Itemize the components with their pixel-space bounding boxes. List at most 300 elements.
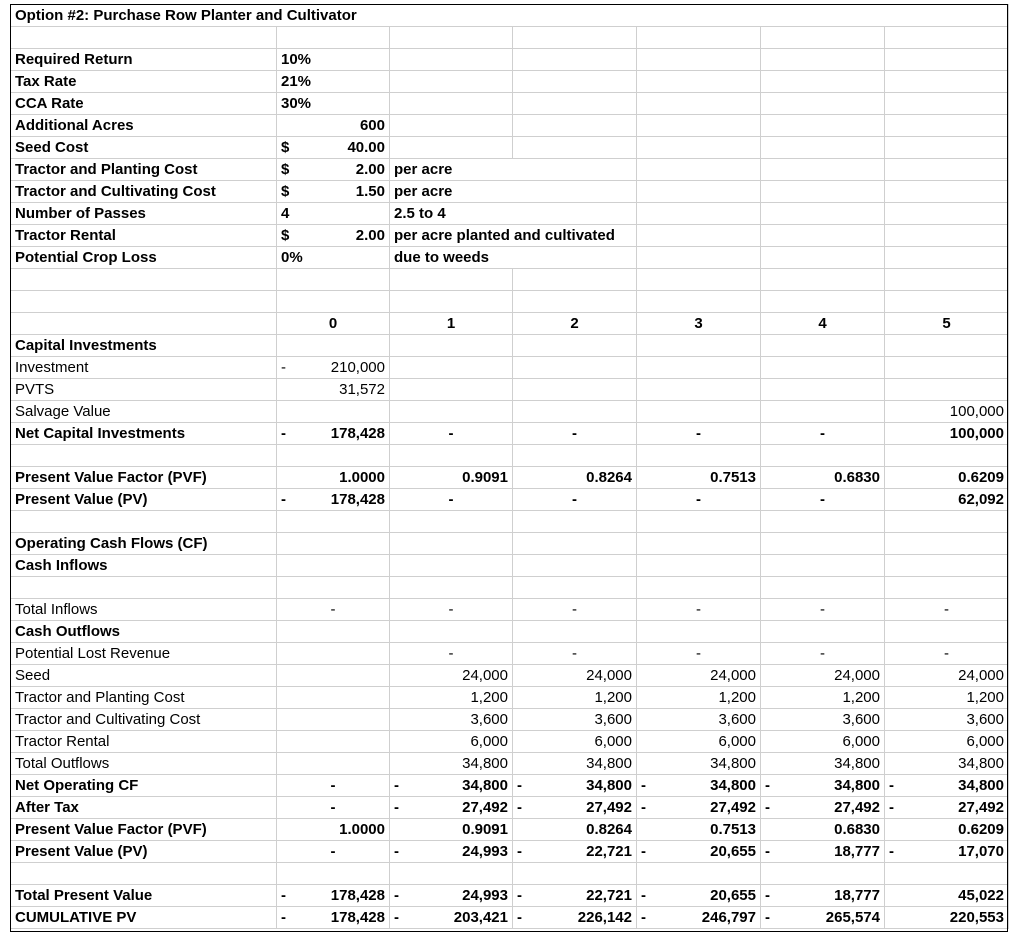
row-label: Cash Outflows [11, 621, 277, 643]
table-row [11, 379, 1009, 401]
cell-value: 246,797 [701, 909, 756, 926]
value-cell: - [637, 489, 761, 511]
negative-sign: - [394, 909, 399, 926]
row-label: Cash Inflows [11, 555, 277, 577]
cell-value: 27,492 [958, 799, 1004, 816]
empty-cell [277, 665, 390, 687]
empty-cell [277, 291, 390, 313]
negative-sign: - [889, 799, 894, 816]
empty-cell [277, 687, 390, 709]
empty-cell [390, 445, 513, 467]
negative-sign: - [765, 777, 770, 794]
row-label [11, 511, 277, 533]
value-cell [761, 775, 885, 797]
value-cell [277, 357, 390, 379]
empty-cell [885, 577, 1009, 599]
empty-cell [637, 445, 761, 467]
cell-value: 226,142 [577, 909, 632, 926]
negative-sign: - [641, 777, 646, 794]
empty-cell [277, 731, 390, 753]
empty-cell [277, 555, 390, 577]
value-cell [637, 775, 761, 797]
empty-cell [761, 555, 885, 577]
table-row [11, 401, 1009, 423]
empty-cell [390, 379, 513, 401]
table-row [11, 335, 1009, 357]
cell-value: 27,492 [710, 799, 756, 816]
empty-cell [637, 49, 761, 71]
table-row [11, 511, 1009, 533]
empty-cell [277, 445, 390, 467]
empty-cell [277, 335, 390, 357]
empty-cell [513, 533, 637, 555]
empty-cell [513, 401, 637, 423]
value-cell: 1,200 [885, 687, 1009, 709]
param-amount: 2.00 [355, 161, 385, 178]
cell-value: 24,993 [462, 887, 508, 904]
param-label: Required Return [11, 49, 277, 71]
param-amount: 2.00 [355, 227, 385, 244]
negative-sign: - [641, 799, 646, 816]
empty-cell [277, 511, 390, 533]
row-label: Total Outflows [11, 753, 277, 775]
cell-value: 27,492 [462, 799, 508, 816]
empty-cell [885, 357, 1009, 379]
empty-cell [390, 291, 513, 313]
empty-cell [761, 621, 885, 643]
empty-cell [513, 445, 637, 467]
negative-sign: - [889, 777, 894, 794]
row-label [11, 445, 277, 467]
row-label: Present Value (PV) [11, 841, 277, 863]
value-cell: 3,600 [390, 709, 513, 731]
value-cell: - [390, 643, 513, 665]
negative-sign: - [394, 777, 399, 794]
empty-cell [11, 27, 277, 49]
currency-symbol: $ [281, 161, 290, 178]
empty-cell [885, 49, 1009, 71]
value-cell: 0.8264 [513, 467, 637, 489]
table-row [11, 71, 1009, 93]
empty-cell [513, 93, 637, 115]
year-header: 5 [885, 313, 1009, 335]
empty-cell [761, 577, 885, 599]
value-cell: 34,800 [885, 753, 1009, 775]
row-label: Present Value Factor (PVF) [11, 467, 277, 489]
empty-cell [513, 577, 637, 599]
param-label: Tractor and Planting Cost [11, 159, 277, 181]
empty-cell [637, 291, 761, 313]
cell-value: 210,000 [330, 359, 385, 376]
empty-cell [277, 27, 390, 49]
cell-value: 178,428 [330, 425, 385, 442]
empty-cell [637, 93, 761, 115]
value-cell [513, 841, 637, 863]
value-cell: 34,800 [761, 753, 885, 775]
empty-cell [277, 577, 390, 599]
value-cell: 0.6209 [885, 819, 1009, 841]
empty-cell [761, 203, 885, 225]
value-cell: 0.8264 [513, 819, 637, 841]
negative-sign: - [517, 843, 522, 860]
empty-cell [637, 181, 761, 203]
empty-cell [513, 357, 637, 379]
param-note: per acre [390, 181, 637, 203]
row-label: CUMULATIVE PV [11, 907, 277, 929]
empty-cell [761, 27, 885, 49]
value-cell: 1,200 [513, 687, 637, 709]
value-cell: 100,000 [885, 423, 1009, 445]
value-cell: 3,600 [513, 709, 637, 731]
empty-cell [761, 159, 885, 181]
table-row [11, 159, 1009, 181]
value-cell: 62,092 [885, 489, 1009, 511]
empty-cell [885, 203, 1009, 225]
empty-cell [761, 357, 885, 379]
empty-cell [390, 93, 513, 115]
value-cell: 34,800 [390, 753, 513, 775]
table-row [11, 423, 1009, 445]
negative-sign: - [281, 491, 286, 508]
value-cell [277, 885, 390, 907]
empty-cell [637, 115, 761, 137]
empty-cell [761, 93, 885, 115]
value-cell: 31,572 [277, 379, 390, 401]
table-row [11, 533, 1009, 555]
empty-cell [513, 555, 637, 577]
empty-cell [277, 709, 390, 731]
table-row [11, 577, 1009, 599]
empty-cell [637, 533, 761, 555]
empty-cell [885, 291, 1009, 313]
empty-cell [761, 533, 885, 555]
value-cell: - [761, 423, 885, 445]
empty-cell [390, 357, 513, 379]
empty-cell [761, 49, 885, 71]
value-cell: 24,000 [390, 665, 513, 687]
table-row [11, 709, 1009, 731]
row-label: Investment [11, 357, 277, 379]
param-amount: 1.50 [355, 183, 385, 200]
empty-cell [637, 71, 761, 93]
empty-cell [885, 533, 1009, 555]
value-cell: 24,000 [761, 665, 885, 687]
param-value: 30% [277, 93, 390, 115]
value-cell [513, 907, 637, 929]
empty-cell [637, 27, 761, 49]
value-cell: 3,600 [885, 709, 1009, 731]
table-row [11, 753, 1009, 775]
row-label: Tractor Rental [11, 731, 277, 753]
value-cell: - [390, 423, 513, 445]
empty-cell [761, 115, 885, 137]
value-cell [513, 775, 637, 797]
currency-symbol: $ [281, 227, 290, 244]
empty-cell [637, 357, 761, 379]
sheet-title: Option #2: Purchase Row Planter and Cultivator [11, 5, 1009, 27]
row-label: Tractor and Cultivating Cost [11, 709, 277, 731]
row-label: PVTS [11, 379, 277, 401]
value-cell: - [277, 599, 390, 621]
value-cell [390, 775, 513, 797]
cell-value: 265,574 [825, 909, 880, 926]
cell-value: 18,777 [834, 887, 880, 904]
value-cell: - [277, 775, 390, 797]
empty-cell [885, 511, 1009, 533]
empty-cell [885, 335, 1009, 357]
value-cell: 6,000 [885, 731, 1009, 753]
param-value [277, 225, 390, 247]
empty-cell [11, 291, 277, 313]
value-cell [885, 797, 1009, 819]
param-label: Number of Passes [11, 203, 277, 225]
value-cell [277, 423, 390, 445]
table-row [11, 181, 1009, 203]
empty-cell [277, 269, 390, 291]
negative-sign: - [765, 887, 770, 904]
table-row [11, 885, 1009, 907]
table-row [11, 599, 1009, 621]
value-cell: 24,000 [513, 665, 637, 687]
empty-cell [390, 621, 513, 643]
value-cell: 0.6830 [761, 467, 885, 489]
value-cell: 45,022 [885, 885, 1009, 907]
value-cell: - [277, 841, 390, 863]
param-note: 2.5 to 4 [390, 203, 637, 225]
cell-value: 34,800 [710, 777, 756, 794]
currency-symbol: $ [281, 183, 290, 200]
row-label [11, 863, 277, 885]
param-value [277, 181, 390, 203]
empty-cell [637, 621, 761, 643]
value-cell: - [513, 643, 637, 665]
empty-cell [390, 115, 513, 137]
negative-sign: - [641, 909, 646, 926]
cell-value: 18,777 [834, 843, 880, 860]
empty-cell [885, 159, 1009, 181]
value-cell: - [277, 797, 390, 819]
value-cell [637, 841, 761, 863]
param-value: 4 [277, 203, 390, 225]
empty-cell [513, 269, 637, 291]
value-cell: 24,000 [885, 665, 1009, 687]
value-cell [277, 907, 390, 929]
cell-value: 22,721 [586, 843, 632, 860]
empty-cell [390, 863, 513, 885]
table-row [11, 247, 1009, 269]
row-label: Operating Cash Flows (CF) [11, 533, 277, 555]
table-row [11, 225, 1009, 247]
table-row [11, 863, 1009, 885]
empty-cell [513, 379, 637, 401]
empty-cell [390, 49, 513, 71]
year-header: 0 [277, 313, 390, 335]
param-label: Seed Cost [11, 137, 277, 159]
empty-cell [761, 269, 885, 291]
negative-sign: - [517, 777, 522, 794]
negative-sign: - [394, 799, 399, 816]
table-row [11, 467, 1009, 489]
empty-cell [513, 511, 637, 533]
negative-sign: - [765, 799, 770, 816]
param-label: Tractor and Cultivating Cost [11, 181, 277, 203]
option-table [10, 4, 1009, 929]
empty-cell [277, 863, 390, 885]
empty-cell [637, 247, 761, 269]
value-cell: - [390, 599, 513, 621]
negative-sign: - [281, 359, 286, 376]
value-cell [390, 885, 513, 907]
negative-sign: - [517, 799, 522, 816]
param-value [277, 159, 390, 181]
table-row [11, 775, 1009, 797]
value-cell [513, 885, 637, 907]
value-cell [761, 841, 885, 863]
value-cell [637, 797, 761, 819]
value-cell: 34,800 [513, 753, 637, 775]
value-cell: - [761, 599, 885, 621]
table-row [11, 291, 1009, 313]
table-row [11, 797, 1009, 819]
row-label: Potential Lost Revenue [11, 643, 277, 665]
empty-cell [761, 137, 885, 159]
cell-value: 34,800 [462, 777, 508, 794]
empty-cell [390, 533, 513, 555]
cell-value: 27,492 [834, 799, 880, 816]
value-cell: 6,000 [761, 731, 885, 753]
row-label: Total Present Value [11, 885, 277, 907]
value-cell: 1.0000 [277, 819, 390, 841]
cell-value: 27,492 [586, 799, 632, 816]
value-cell [761, 797, 885, 819]
value-cell: 3,600 [761, 709, 885, 731]
cell-value: 34,800 [958, 777, 1004, 794]
empty-cell [513, 137, 637, 159]
value-cell: 1,200 [390, 687, 513, 709]
row-label: After Tax [11, 797, 277, 819]
value-cell: - [513, 599, 637, 621]
value-cell: 3,600 [637, 709, 761, 731]
row-label: Tractor and Planting Cost [11, 687, 277, 709]
row-label: Total Inflows [11, 599, 277, 621]
empty-cell [513, 115, 637, 137]
value-cell: - [637, 423, 761, 445]
value-cell: - [513, 423, 637, 445]
row-label: Net Operating CF [11, 775, 277, 797]
empty-cell [885, 137, 1009, 159]
negative-sign: - [889, 843, 894, 860]
empty-cell [637, 401, 761, 423]
negative-sign: - [641, 843, 646, 860]
param-value: 21% [277, 71, 390, 93]
empty-cell [513, 621, 637, 643]
empty-cell [513, 49, 637, 71]
value-cell: 100,000 [885, 401, 1009, 423]
table-row [11, 27, 1009, 49]
negative-sign: - [394, 843, 399, 860]
row-label: Present Value (PV) [11, 489, 277, 511]
value-cell: - [513, 489, 637, 511]
table-row [11, 731, 1009, 753]
cell-value: 203,421 [453, 909, 508, 926]
empty-cell [637, 269, 761, 291]
row-label: Net Capital Investments [11, 423, 277, 445]
empty-cell [390, 71, 513, 93]
empty-cell [637, 863, 761, 885]
empty-cell [390, 137, 513, 159]
empty-cell [513, 71, 637, 93]
year-header: 2 [513, 313, 637, 335]
year-header-spacer [11, 313, 277, 335]
value-cell: 0.9091 [390, 819, 513, 841]
value-cell: - [637, 599, 761, 621]
value-cell: - [390, 489, 513, 511]
table-row [11, 137, 1009, 159]
value-cell: 6,000 [513, 731, 637, 753]
empty-cell [761, 379, 885, 401]
cell-value: 17,070 [958, 843, 1004, 860]
param-label: Tax Rate [11, 71, 277, 93]
negative-sign: - [281, 425, 286, 442]
value-cell: 0.7513 [637, 467, 761, 489]
param-label: Potential Crop Loss [11, 247, 277, 269]
empty-cell [761, 445, 885, 467]
empty-cell [761, 335, 885, 357]
empty-cell [637, 335, 761, 357]
empty-cell [761, 401, 885, 423]
param-value: 10% [277, 49, 390, 71]
value-cell: 1,200 [637, 687, 761, 709]
row-label: Seed [11, 665, 277, 687]
empty-cell [761, 225, 885, 247]
cell-value: 34,800 [586, 777, 632, 794]
empty-cell [761, 863, 885, 885]
table-row [11, 907, 1009, 929]
table-row [11, 203, 1009, 225]
value-cell: 1.0000 [277, 467, 390, 489]
cell-value: 178,428 [330, 887, 385, 904]
table-row [11, 49, 1009, 71]
empty-cell [277, 643, 390, 665]
empty-cell [390, 511, 513, 533]
value-cell: - [637, 643, 761, 665]
value-cell: 0.9091 [390, 467, 513, 489]
empty-cell [277, 533, 390, 555]
param-value [277, 137, 390, 159]
cell-value: 178,428 [330, 909, 385, 926]
empty-cell [761, 291, 885, 313]
empty-cell [390, 401, 513, 423]
table-row [11, 665, 1009, 687]
value-cell: 1,200 [761, 687, 885, 709]
empty-cell [637, 555, 761, 577]
empty-cell [637, 577, 761, 599]
value-cell: 220,553 [885, 907, 1009, 929]
value-cell [761, 907, 885, 929]
empty-cell [513, 27, 637, 49]
empty-cell [277, 401, 390, 423]
empty-cell [885, 621, 1009, 643]
empty-cell [637, 137, 761, 159]
table-row [11, 445, 1009, 467]
value-cell: 0.6209 [885, 467, 1009, 489]
value-cell [277, 489, 390, 511]
table-row [11, 841, 1009, 863]
empty-cell [637, 379, 761, 401]
value-cell: 34,800 [637, 753, 761, 775]
negative-sign: - [765, 909, 770, 926]
empty-cell [277, 753, 390, 775]
